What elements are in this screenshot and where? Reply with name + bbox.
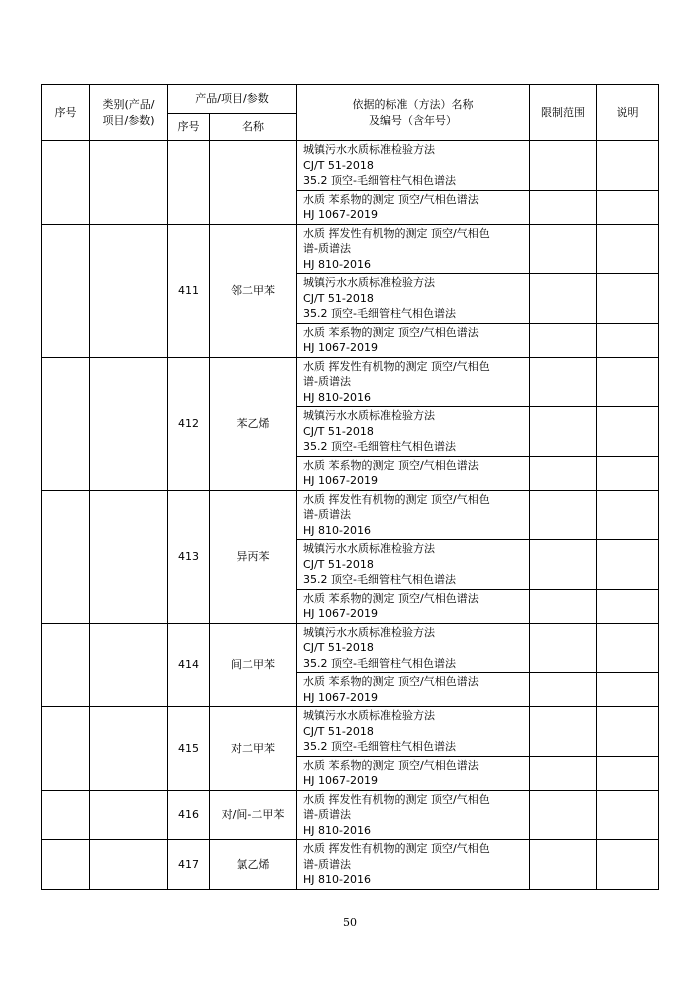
cell-standard [297,540,530,590]
cell-item-name: 氯乙烯 [210,840,297,890]
standard-line: CJ/T 51-2018 [303,557,374,571]
cell-category [90,707,168,791]
standard-line: 水质 苯系物的测定 顶空/气相色谱法 [303,192,479,206]
cell-limit [530,141,597,191]
standard-line: 谱-质谱法 [303,242,351,255]
cell-standard [297,190,530,224]
cell-seq [42,707,90,791]
cell-note [597,274,659,324]
cell-note [597,456,659,490]
cell-limit [530,790,597,840]
standard-line: 城镇污水水质标准检验方法 [303,276,436,289]
header-product-group: 产品/项目/参数 [168,85,297,114]
cell-limit [530,490,597,540]
cell-item-seq: 414 [168,623,210,707]
cell-item-seq: 415 [168,707,210,791]
table-row [42,790,659,840]
header-seq: 序号 [42,85,90,141]
cell-standard [297,274,530,324]
standard-line: 35.2 顶空-毛细管柱气相色谱法 [303,573,456,586]
cell-note [597,490,659,540]
standard-line: HJ 810-2016 [303,257,371,271]
standard-line: 城镇污水水质标准检验方法 [303,709,436,722]
cell-note [597,190,659,224]
cell-item-seq: 412 [168,357,210,490]
cell-note [597,756,659,790]
standard-line: 35.2 顶空-毛细管柱气相色谱法 [303,740,456,753]
standard-line: 谱-质谱法 [303,808,351,821]
cell-limit [530,840,597,890]
standard-line: 城镇污水水质标准检验方法 [303,625,436,639]
standard-line: 谱-质谱法 [303,508,351,521]
cell-limit [530,756,597,790]
standard-line: CJ/T 51-2018 [303,291,374,305]
cell-category [90,790,168,840]
cell-limit [530,707,597,757]
cell-limit [530,190,597,224]
standard-line: 水质 挥发性有机物的测定 顶空/气相色 [303,492,490,506]
cell-standard [297,673,530,707]
header-category-line1: 类别(产品/ [102,98,155,111]
standard-line: HJ 1067-2019 [303,774,378,787]
standard-line: 35.2 顶空-毛细管柱气相色谱法 [303,307,456,320]
cell-limit [530,540,597,590]
cell-category [90,623,168,707]
cell-item-name: 间二甲苯 [210,623,297,707]
standard-line: HJ 810-2016 [303,390,371,404]
cell-standard [297,623,530,673]
standard-line: 城镇污水水质标准检验方法 [303,409,436,422]
cell-note [597,357,659,407]
cell-item-name: 异丙苯 [210,490,297,623]
cell-standard [297,323,530,357]
standard-line: CJ/T 51-2018 [303,724,374,738]
cell-item-seq: 417 [168,840,210,890]
cell-note [597,323,659,357]
cell-limit [530,589,597,623]
cell-seq [42,840,90,890]
standard-line: CJ/T 51-2018 [303,158,374,172]
table-row [42,224,659,274]
standard-line: 35.2 顶空-毛细管柱气相色谱法 [303,440,456,453]
cell-category [90,141,168,225]
cell-item-name: 邻二甲苯 [210,224,297,357]
standard-line: CJ/T 51-2018 [303,641,374,654]
cell-limit [530,357,597,407]
page-number: 50 [343,916,357,929]
table-body [42,141,659,890]
standard-line: 谱-质谱法 [303,857,351,871]
cell-standard [297,141,530,191]
standard-line: 水质 挥发性有机物的测定 顶空/气相色 [303,226,490,240]
cell-category [90,357,168,490]
standard-line: 谱-质谱法 [303,375,351,388]
standard-line: HJ 1067-2019 [303,208,378,221]
standard-line: HJ 810-2016 [303,823,371,837]
table-row [42,141,659,191]
cell-note [597,224,659,274]
cell-limit [530,274,597,324]
standard-line: CJ/T 51-2018 [303,424,374,438]
cell-category [90,840,168,890]
standards-table [41,84,659,890]
standard-line: 城镇污水水质标准检验方法 [303,542,436,555]
standard-line: 城镇污水水质标准检验方法 [303,143,436,156]
standard-line: 水质 挥发性有机物的测定 顶空/气相色 [303,792,490,806]
standard-line: 水质 苯系物的测定 顶空/气相色谱法 [303,758,479,772]
header-limit: 限制范围 [530,85,597,141]
standard-line: HJ 810-2016 [303,873,371,886]
cell-note [597,790,659,840]
standard-line: 35.2 顶空-毛细管柱气相色谱法 [303,174,456,187]
table-row [42,707,659,757]
cell-standard [297,224,530,274]
header-standard-line2: 及编号（含年号） [369,113,458,127]
cell-seq [42,224,90,357]
header-category [90,85,168,141]
cell-item-seq: 413 [168,490,210,623]
cell-limit [530,456,597,490]
cell-item-name [210,141,297,225]
cell-category [90,224,168,357]
standard-line: 水质 苯系物的测定 顶空/气相色谱法 [303,458,479,472]
cell-standard [297,790,530,840]
cell-limit [530,623,597,673]
standard-line: HJ 1067-2019 [303,341,378,354]
cell-limit [530,407,597,457]
cell-seq [42,790,90,840]
cell-category [90,490,168,623]
standard-line: HJ 1067-2019 [303,474,378,487]
cell-standard [297,490,530,540]
header-sub-seq: 序号 [168,114,210,141]
cell-seq [42,357,90,490]
standard-line: 水质 苯系物的测定 顶空/气相色谱法 [303,325,479,339]
cell-item-seq: 411 [168,224,210,357]
standard-line: 水质 挥发性有机物的测定 顶空/气相色 [303,359,490,373]
cell-note [597,407,659,457]
standard-line: HJ 810-2016 [303,523,371,537]
header-category-line2: 项目/参数) [102,113,155,127]
cell-seq [42,623,90,707]
cell-limit [530,323,597,357]
table-row [42,840,659,890]
standard-line: 35.2 顶空-毛细管柱气相色谱法 [303,656,456,670]
cell-item-seq [168,141,210,225]
cell-item-name: 对二甲苯 [210,707,297,791]
cell-note [597,589,659,623]
table-row [42,623,659,673]
cell-note [597,540,659,590]
cell-standard [297,456,530,490]
cell-seq [42,490,90,623]
cell-standard [297,407,530,457]
cell-seq [42,141,90,225]
cell-item-name: 苯乙烯 [210,357,297,490]
cell-note [597,707,659,757]
standard-line: 水质 挥发性有机物的测定 顶空/气相色 [303,842,490,855]
standard-line: HJ 1067-2019 [303,690,378,704]
cell-item-seq: 416 [168,790,210,840]
table-row [42,357,659,407]
cell-limit [530,673,597,707]
standard-line: HJ 1067-2019 [303,607,378,620]
cell-standard [297,707,530,757]
header-standard-line1: 依据的标准（方法）名称 [352,98,474,111]
cell-limit [530,224,597,274]
table-row [42,490,659,540]
standard-line: 水质 苯系物的测定 顶空/气相色谱法 [303,675,479,688]
header-name: 名称 [210,114,297,141]
cell-note [597,840,659,890]
cell-item-name: 对/间-二甲苯 [210,790,297,840]
cell-note [597,673,659,707]
cell-note [597,141,659,191]
cell-standard [297,357,530,407]
header-note: 说明 [597,85,659,141]
cell-standard [297,756,530,790]
cell-standard [297,840,530,890]
standard-line: 水质 苯系物的测定 顶空/气相色谱法 [303,591,479,605]
cell-standard [297,589,530,623]
cell-note [597,623,659,673]
header-standard [297,85,530,141]
